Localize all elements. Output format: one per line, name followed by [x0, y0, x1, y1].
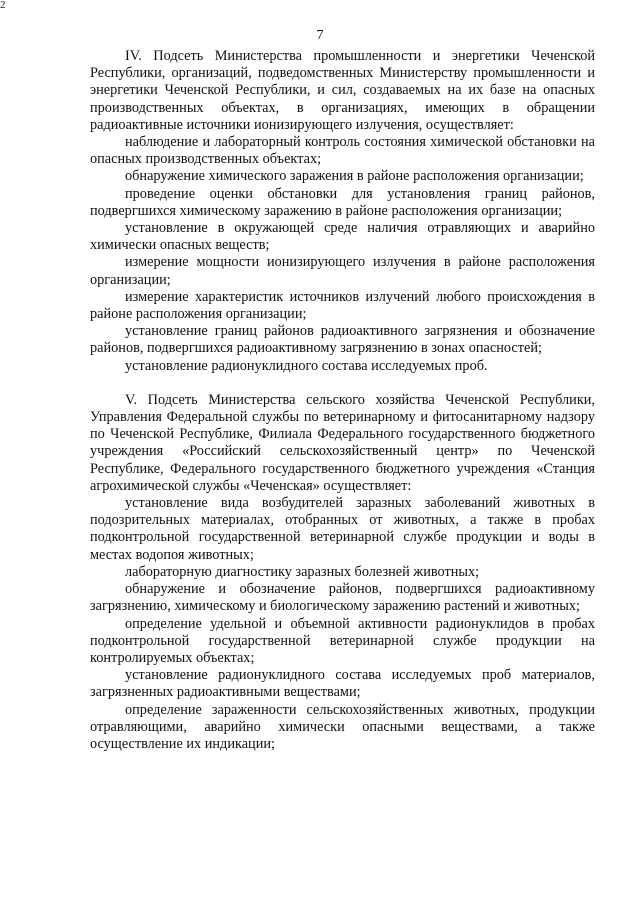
list-item: установление границ районов радиоактивного загрязнения и обозначение районов, подвергшихся радиоактивному загрязнению в зонах опасностей;: [90, 323, 595, 357]
list-item: лабораторную диагностику заразных болезней животных;: [125, 563, 480, 580]
section-iv: [90, 48, 595, 375]
document-body: [90, 48, 595, 753]
list-item: измерение мощности ионизирующего излучения в районе расположения организации;: [90, 254, 595, 288]
list-item: обнаружение и обозначение районов, подвергшихся радиоактивному загрязнению, химическому и биологическому заражению растений и животных;: [90, 581, 595, 615]
page-number: 7: [316, 28, 324, 43]
corner-mark: 2: [0, 0, 6, 11]
list-item: измерение характеристик источников излучений любого происхождения в районе расположения организации;: [90, 288, 595, 323]
list-item: проведение оценки обстановки для установления границ районов, подвергшихся химическому заражению в районе расположения организации;: [90, 185, 595, 219]
list-item: определение зараженности сельскохозяйственных животных, продукции отравляющими, аварийно химически опасными веществами, а также осуществление их индикации;: [90, 701, 595, 752]
list-item: обнаружение химического заражения в районе расположения организации;: [125, 168, 584, 185]
list-item: установление вида возбудителей заразных заболеваний животных в подозрительных материалах, отобранных от животных, а также в пробах подконтрольной государственной ветеринарной службе продукции и воды в местах водопоя животных;: [90, 495, 595, 563]
list-item: установление радионуклидного состава исследуемых проб материалов, загрязненных радиоактивными веществами;: [90, 667, 595, 701]
section-iv-heading: IV. Подсеть Министерства промышленности и энергетики Чеченской Республики, организаций, подведомственных Министерству промышленности и энергетики Чеченской Республики, и сил, создаваемых на их базе на опасных производственных объектах, в организациях, имеющих в обращении радиоактивные источники ионизирующего излучения, осуществляет:: [90, 48, 595, 133]
list-item: установление в окружающей среде наличия отравляющих и аварийно химически опасных веществ;: [90, 220, 595, 254]
list-item: установление радионуклидного состава исследуемых проб.: [125, 357, 488, 374]
section-v: [90, 392, 595, 753]
list-item: наблюдение и лабораторный контроль состояния химической обстановки на опасных производственных объектах;: [90, 134, 595, 168]
section-divider: [90, 375, 595, 392]
section-v-heading: V. Подсеть Министерства сельского хозяйства Чеченской Республики, Управления Федеральной службы по ветеринарному и фитосанитарному надзору по Чеченской Республике, Филиала Федерального государственного бюджетного учреждения «Российский сельскохозяйственный центр» по Чеченской Республике, Федерального государственного бюджетного учреждения «Станция агрохимической службы «Чеченская» осуществляет:: [90, 391, 595, 494]
list-item: определение удельной и объемной активности радионуклидов в пробах подконтрольной государственной ветеринарной службе продукции на контролируемых объектах;: [90, 615, 595, 666]
